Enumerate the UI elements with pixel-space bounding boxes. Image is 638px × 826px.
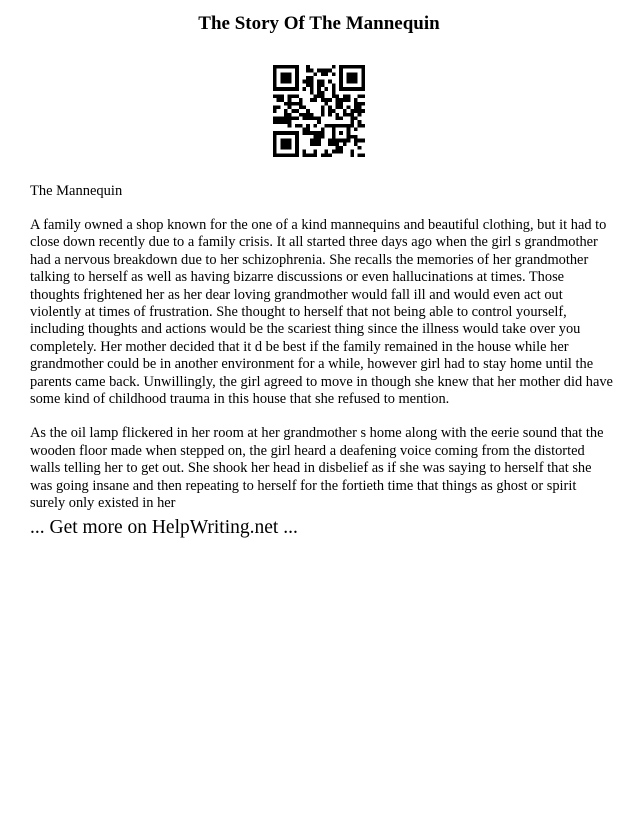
qr-code-icon [273, 65, 365, 157]
document-body [30, 217, 615, 530]
page-title: The Story Of The Mannequin [198, 13, 440, 34]
body-paragraph: A family owned a shop known for the one of a kind mannequins and beautiful clothing, but it had to close down recently due to a family crisis. It all started three days ago when the girl s grandmother had a nervous breakdown due to her schizophrenia. She recalls the memories of her grandmother talking to herself as well as having bizarre discussions or even hallucinations at times. Those thoughts frightened her as her dear loving grandmother would fall ill and would even act out violently at times of frustration. She thought to herself that not being able to control yourself, including thoughts and actions would be the scariest thing since the illness would take over you completely. Her mother decided that it d be best if the family remained in the house while her grandmother could be in another environment for a while, however girl had to stay home until the parents came back. Unwillingly, the girl agreed to move in though she knew that her mother did have some kind of childhood trauma in this house that she refused to mention. [30, 217, 613, 408]
body-paragraph: As the oil lamp flickered in her room at her grandmother s home along with the eerie sound that the wooden floor made when stepped on, the girl heard a deafening voice coming from the distorted walls telling her to get out. She shook her head in disbelief as if she was saying to herself that she was going insane and then repeating to herself for the fortieth time that things as ghost or spirit surely only existed in her [30, 425, 604, 512]
document-subtitle: The Mannequin [30, 183, 123, 199]
get-more-link[interactable]: ... Get more on HelpWriting.net ... [30, 517, 298, 538]
